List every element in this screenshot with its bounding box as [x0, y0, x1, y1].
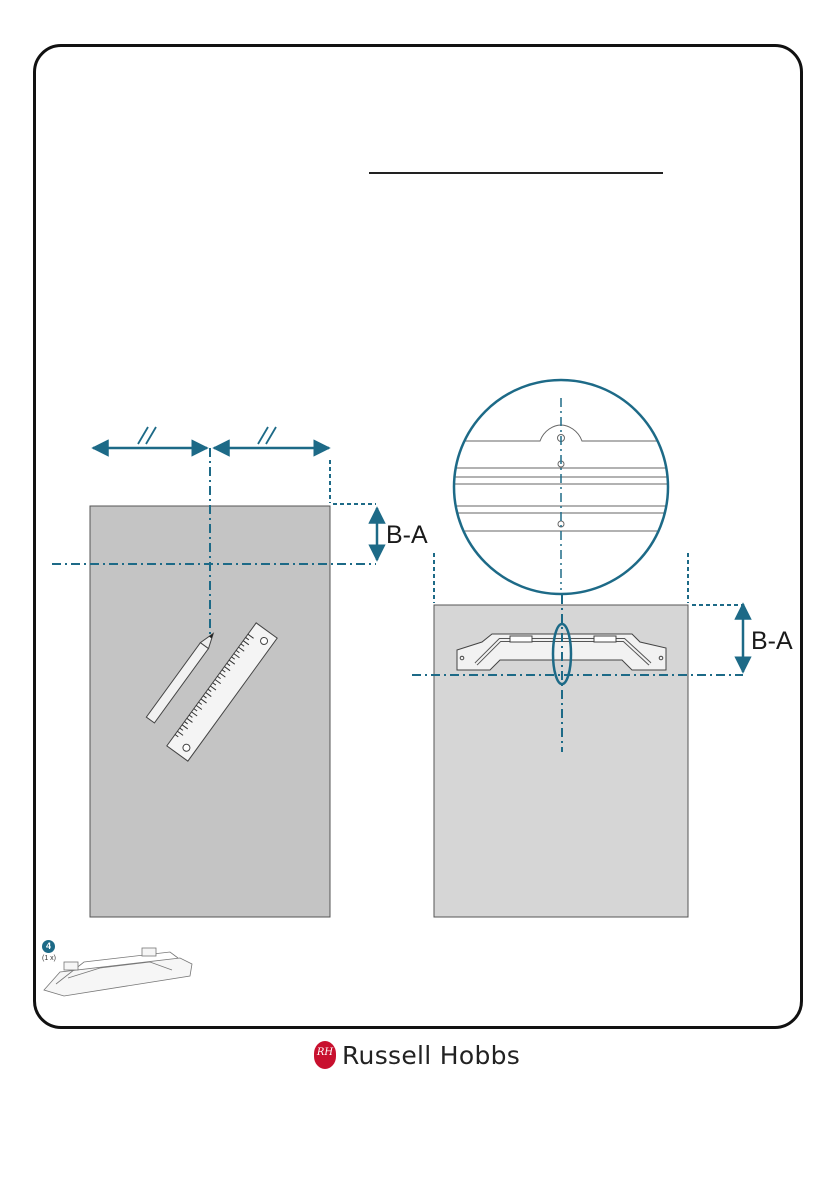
detail-magnifier	[450, 380, 672, 594]
right-offset-label: B-A	[751, 627, 793, 655]
part-thumbnail	[44, 948, 192, 996]
left-edge-guides	[330, 460, 376, 504]
brand-footer	[314, 1038, 520, 1072]
russell-hobbs-logo	[314, 1041, 336, 1069]
left-offset-label: B-A	[386, 521, 428, 549]
brand-name: Russell Hobbs	[342, 1040, 521, 1070]
width-dimension-arrows	[93, 427, 329, 448]
part-quantity: (1 x)	[42, 955, 56, 962]
part-number-badge: 4	[42, 940, 55, 953]
logo-letters: RH	[316, 1047, 334, 1058]
